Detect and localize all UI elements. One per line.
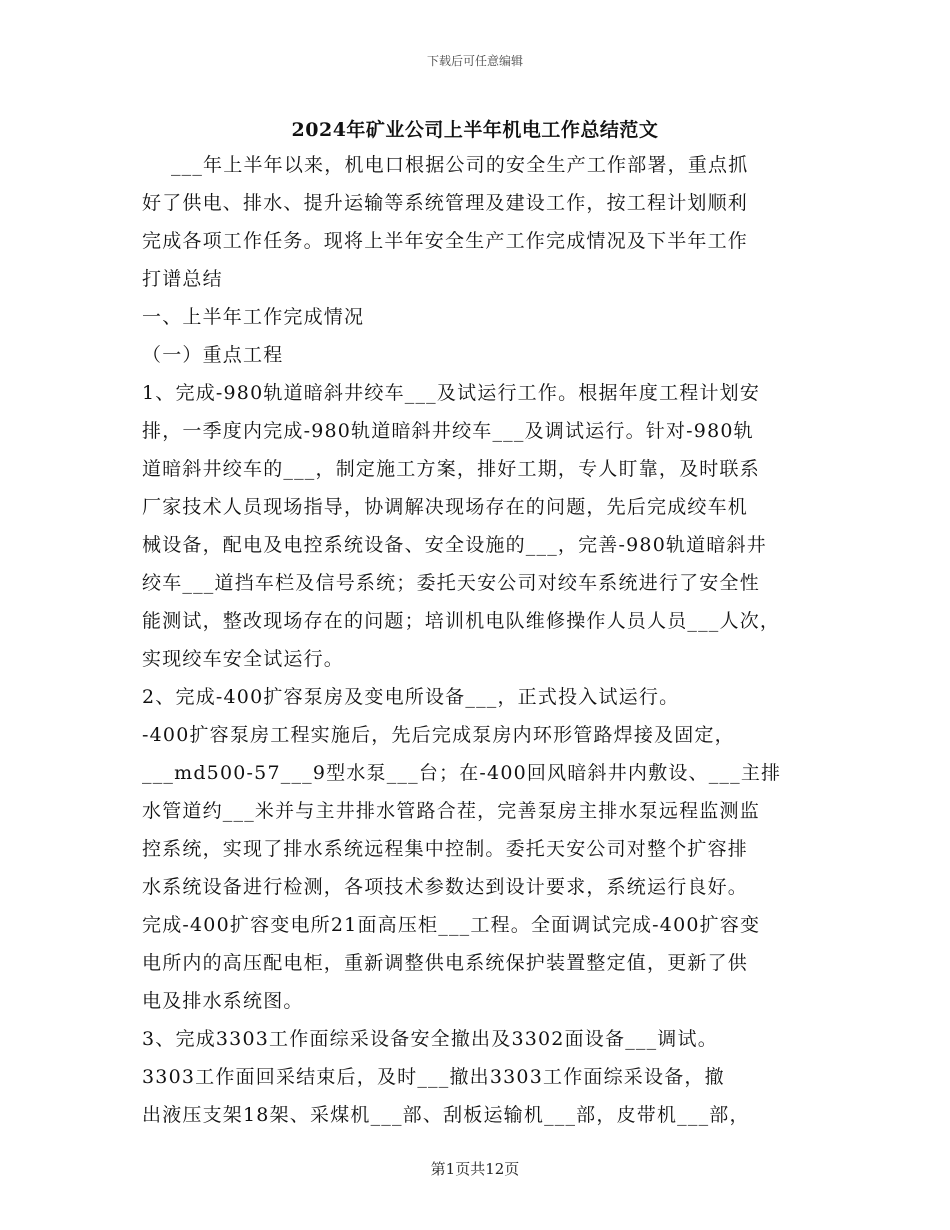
page-header-note: 下载后可任意编辑 bbox=[426, 54, 523, 68]
subsection-heading: （一）重点工程 bbox=[142, 344, 284, 366]
document-body bbox=[142, 146, 822, 1134]
body-line: 完成各项工作任务。现将上半年安全生产工作完成情况及下半年工作 bbox=[142, 230, 749, 252]
body-line: ___年上半年以来，机电口根据公司的安全生产工作部署，重点抓 bbox=[142, 154, 749, 176]
body-line: 1、完成-980轨道暗斜井绞车___及试运行工作。根据年度工程计划安 bbox=[142, 382, 761, 404]
body-line: ___md500-57___9型水泵___台；在-400回风暗斜井内敷设、___主排 bbox=[142, 762, 782, 784]
body-line: 能测试，整改现场存在的问题；培训机电队维修操作人员人员___人次， bbox=[142, 610, 781, 632]
document-title: 2024年矿业公司上半年机电工作总结范文 bbox=[291, 119, 659, 141]
body-line: 出液压支架18架、采煤机___部、刮板运输机___部，皮带机___部， bbox=[142, 1104, 750, 1126]
body-line: 水系统设备进行检测，各项技术参数达到设计要求，系统运行良好。 bbox=[142, 876, 749, 898]
body-line: 2、完成-400扩容泵房及变电所设备___，正式投入试运行。 bbox=[142, 686, 680, 708]
body-line: 电所内的高压配电柜，重新调整供电系统保护装置整定值，更新了供 bbox=[142, 952, 749, 974]
body-line: 好了供电、排水、提升运输等系统管理及建设工作，按工程计划顺利 bbox=[142, 192, 749, 214]
body-line: -400扩容泵房工程实施后，先后完成泵房内环形管路焊接及固定， bbox=[142, 724, 735, 746]
section-heading: 一、上半年工作完成情况 bbox=[142, 306, 365, 328]
body-line: 打谱总结 bbox=[142, 268, 223, 290]
body-line: 道暗斜井绞车的___，制定施工方案，排好工期，专人盯靠，及时联系 bbox=[142, 458, 760, 480]
body-line: 绞车___道挡车栏及信号系统；委托天安公司对绞车系统进行了安全性 bbox=[142, 572, 760, 594]
body-line: 3、完成3303工作面综采设备安全撤出及3302面设备___调试。 bbox=[142, 1028, 718, 1050]
page-footer-pagination: 第1页共12页 bbox=[430, 1160, 520, 1178]
body-line: 水管道约___米并与主井排水管路合茬，完善泵房主排水泵远程监测监 bbox=[142, 800, 760, 822]
body-line: 排，一季度内完成-980轨道暗斜井绞车___及调试运行。针对-980轨 bbox=[142, 420, 754, 442]
body-line: 实现绞车安全试运行。 bbox=[142, 648, 345, 670]
body-line: 电及排水系统图。 bbox=[142, 990, 304, 1012]
body-line: 控系统，实现了排水系统远程集中控制。委托天安公司对整个扩容排 bbox=[142, 838, 749, 860]
body-line: 完成-400扩容变电所21面高压柜___工程。全面调试完成-400扩容变 bbox=[142, 914, 761, 936]
body-line: 械设备，配电及电控系统设备、安全设施的___，完善-980轨道暗斜井 bbox=[142, 534, 767, 556]
body-line: 厂家技术人员现场指导，协调解决现场存在的问题，先后完成绞车机 bbox=[142, 496, 749, 518]
body-line: 3303工作面回采结束后，及时___撤出3303工作面综采设备，撤 bbox=[142, 1066, 725, 1088]
